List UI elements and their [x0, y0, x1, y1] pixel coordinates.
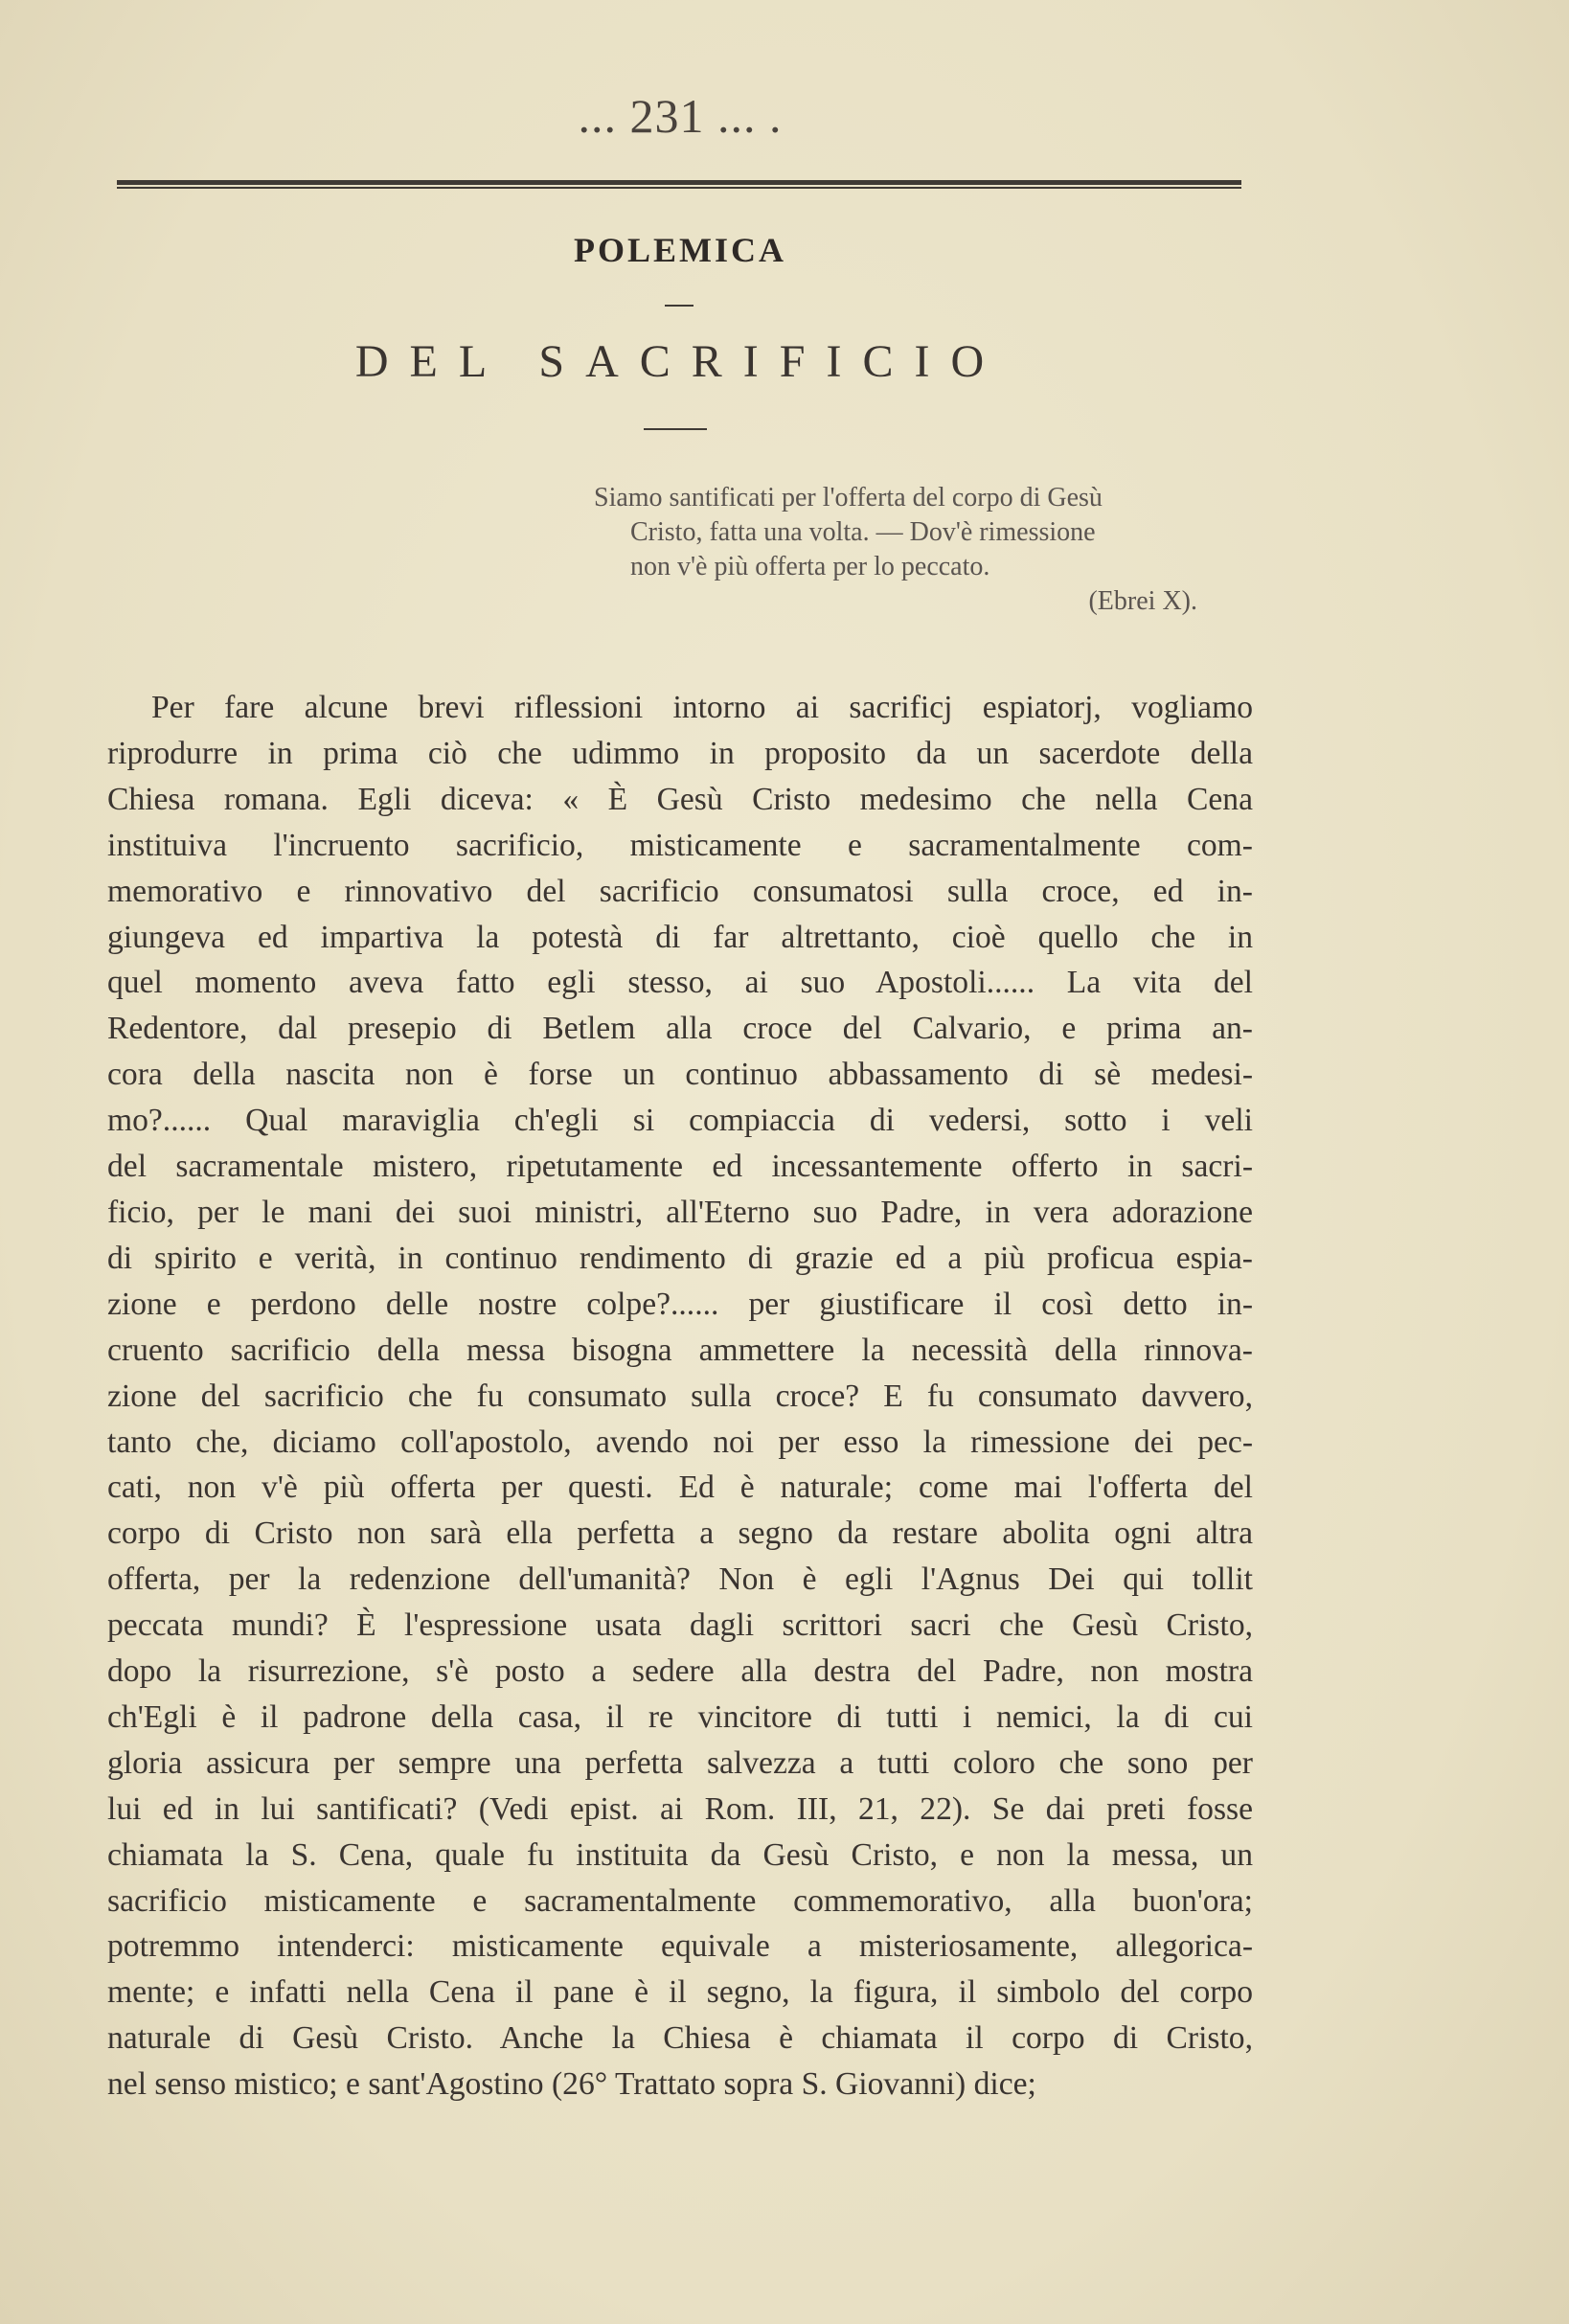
body-line: cati, non v'è più offerta per questi. Ed è naturale; come mai l'offerta del [107, 1470, 1253, 1506]
body-line: naturale di Gesù Cristo. Anche la Chiesa è chiamata il corpo di Cristo, [107, 2020, 1253, 2057]
section-heading: POLEMICA [574, 231, 786, 269]
body-line: sacrificio misticamente e sacramentalmente commemorativo, alla buon'ora; [107, 1882, 1253, 1919]
body-line: memorativo e rinnovativo del sacrificio consumatosi sulla croce, ed in- [107, 873, 1253, 909]
body-line: cruento sacrificio della messa bisogna ammettere la necessità della rinnova- [107, 1332, 1253, 1368]
body-line: Per fare alcune brevi riflessioni intorno ai sacrificj espiatorj, vogliamo [151, 690, 1253, 725]
body-line: lui ed in lui santificati? (Vedi epist. ai Rom. III, 21, 22). Se dai preti fosse [107, 1790, 1253, 1827]
body-line: giungeva ed impartiva la potestà di far altrettanto, cioè quello che in [107, 919, 1253, 955]
body-line: potremmo intenderci: misticamente equivale a misteriosamente, allegorica- [107, 1928, 1253, 1965]
epigraph-line: Siamo santificati per l'offerta del corpo di Gesù [594, 483, 1103, 513]
body-line: mo?...... Qual maraviglia ch'egli si compiaccia di vedersi, sotto i veli [107, 1103, 1253, 1139]
body-line: gloria assicura per sempre una perfetta salvezza a tutti coloro che sono per [107, 1744, 1253, 1781]
body-line: zione del sacrificio che fu consumato sulla croce? E fu consumato davvero, [107, 1378, 1253, 1414]
page-number: ... 231 ... . [578, 89, 783, 143]
body-line: peccata mundi? È l'espressione usata dagli scrittori sacri che Gesù Cristo, [107, 1607, 1253, 1644]
epigraph-line: non v'è più offerta per lo peccato. [630, 552, 990, 581]
body-line: zione e perdono delle nostre colpe?...... per giustificare il così detto in- [107, 1286, 1253, 1322]
body-line: quel momento aveva fatto egli stesso, ai suo Apostoli...... La vita del [107, 965, 1253, 1001]
body-line: nel senso mistico; e sant'Agostino (26° Trattato sopra S. Giovanni) dice; [107, 2066, 1036, 2103]
article-title: DEL SACRIFICIO [354, 336, 1006, 387]
body-line: tanto che, diciamo coll'apostolo, avendo noi per esso la rimessione dei pec- [107, 1424, 1253, 1460]
body-line: instituiva l'incruento sacrificio, misticamente e sacramentalmente com- [107, 827, 1253, 863]
title-separator [644, 428, 707, 430]
epigraph-line: Cristo, fatta una volta. — Dov'è rimessione [630, 517, 1096, 547]
body-line: offerta, per la redenzione dell'umanità? Non è egli l'Agnus Dei qui tollit [107, 1561, 1253, 1598]
epigraph [575, 481, 1264, 619]
header-rule [117, 180, 1241, 189]
body-line: dopo la risurrezione, s'è posto a sedere alla destra del Padre, non mostra [107, 1653, 1253, 1690]
body-line: cora della nascita non è forse un continuo abbassamento di sè medesi- [107, 1057, 1253, 1093]
body-line: Redentore, dal presepio di Betlem alla croce del Calvario, e prima an- [107, 1011, 1253, 1047]
body-line: riprodurre in prima ciò che udimmo in proposito da un sacerdote della [107, 735, 1253, 771]
body-line: di spirito e verità, in continuo rendimento di grazie ed a più proficua espia- [107, 1240, 1253, 1276]
body-line: del sacramentale mistero, ripetutamente ed incessantemente offerto in sacri- [107, 1149, 1253, 1185]
separator-dash [665, 305, 694, 307]
body-line: corpo di Cristo non sarà ella perfetta a segno da restare abolita ogni altra [107, 1515, 1253, 1552]
body-line: Chiesa romana. Egli diceva: « È Gesù Cristo medesimo che nella Cena [107, 781, 1253, 817]
body-paragraph [107, 685, 1253, 2108]
body-line: ch'Egli è il padrone della casa, il re vincitore di tutti i nemici, la di cui [107, 1698, 1253, 1735]
epigraph-source: (Ebrei X). [1088, 586, 1197, 616]
body-line: mente; e infatti nella Cena il pane è il segno, la figura, il simbolo del corpo [107, 1974, 1253, 2011]
body-line: ficio, per le mani dei suoi ministri, all'Eterno suo Padre, in vera adorazione [107, 1194, 1253, 1230]
body-line: chiamata la S. Cena, quale fu instituita da Gesù Cristo, e non la messa, un [107, 1836, 1253, 1873]
